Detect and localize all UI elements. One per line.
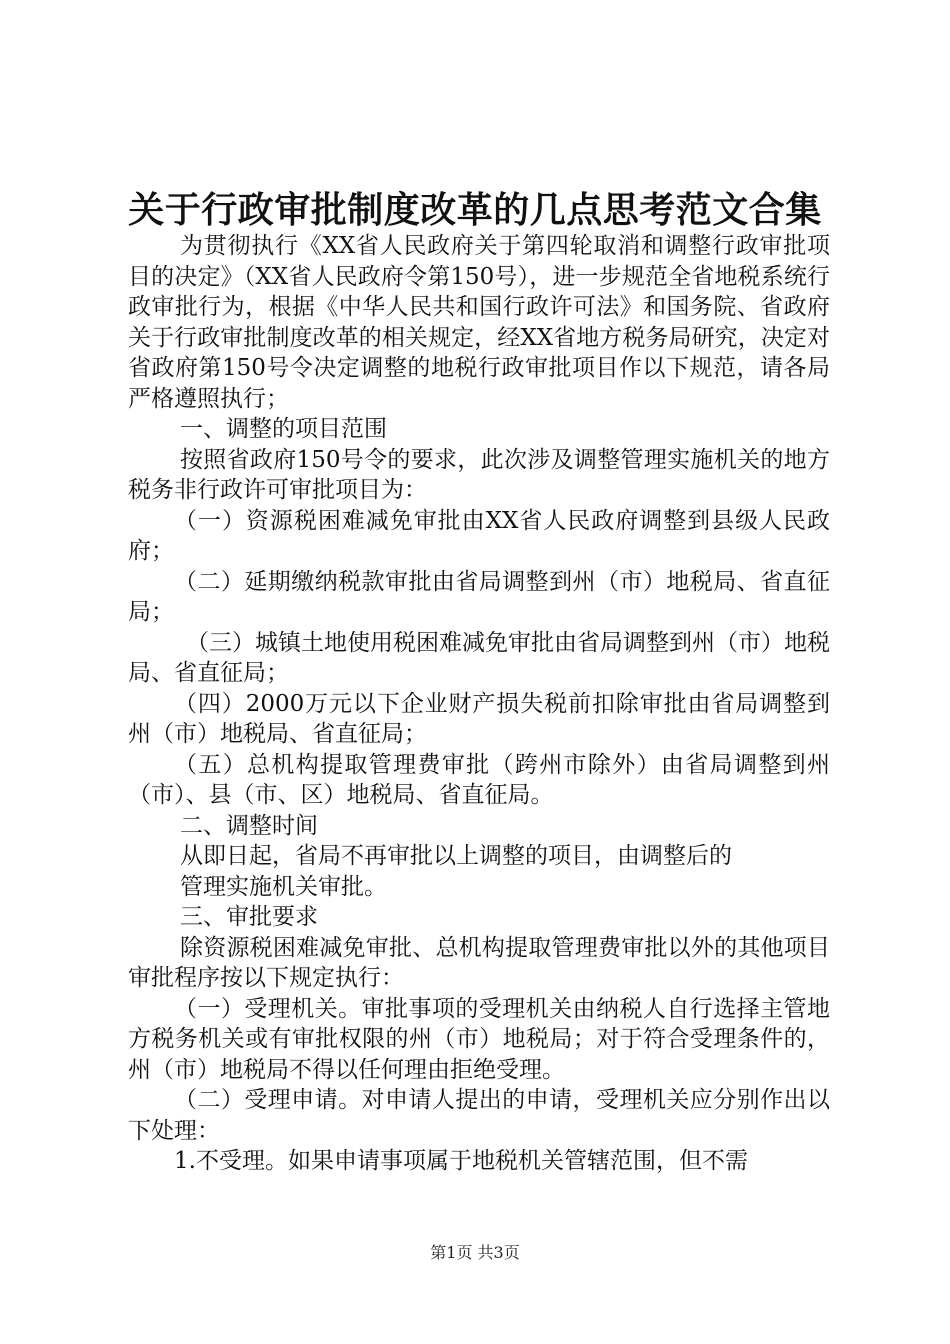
list-item: （四）2000万元以下企业财产损失税前扣除审批由省局调整到州（市）地税局、省直征局； bbox=[128, 690, 830, 747]
body-paragraph: 为贯彻执行《XX省人民政府关于第四轮取消和调整行政审批项目的决定》（XX省人民政府令第150号），进一步规范全省地税系统行政审批行为，根据《中华人民共和国行政许可法》和国务院、省政府关于行政审批制度改革的相关规定，经XX省地方税务局研究，决定对省政府第150号令决定调整的地税行政审批项目作以下规范，请各局严格遵照执行； bbox=[128, 233, 830, 412]
section-heading: 三、审批要求 bbox=[180, 904, 318, 930]
body-paragraph: 按照省政府150号令的要求，此次涉及调整管理实施机关的地方税务非行政许可审批项目为： bbox=[128, 446, 830, 503]
list-item: （二）延期缴纳税款审批由省局调整到州（市）地税局、省直征局； bbox=[128, 568, 830, 625]
page-footer: 第1页 共3页 bbox=[430, 1243, 520, 1262]
list-item: （一）资源税困难减免审批由XX省人民政府调整到县级人民政府； bbox=[128, 507, 830, 564]
body-paragraph: 除资源税困难减免审批、总机构提取管理费审批以外的其他项目审批程序按以下规定执行： bbox=[128, 934, 830, 991]
section-heading: 一、调整的项目范围 bbox=[180, 416, 387, 442]
list-item: （一）受理机关。审批事项的受理机关由纳税人自行选择主管地方税务机关或有审批权限的州（市）地税局；对于符合受理条件的，州（市）地税局不得以任何理由拒绝受理。 bbox=[128, 995, 830, 1083]
list-item: （三）城镇土地使用税困难减免审批由省局调整到州（市）地税局、省直征局； bbox=[128, 629, 830, 686]
list-item: （五）总机构提取管理费审批（跨州市除外）由省局调整到州（市）、县（市、区）地税局、省直征局。 bbox=[128, 751, 830, 808]
body-paragraph: 从即日起，省局不再审批以上调整的项目，由调整后的 bbox=[180, 843, 732, 869]
body-paragraph: 管理实施机关审批。 bbox=[180, 873, 387, 900]
list-item: （二）受理申请。对申请人提出的申请，受理机关应分别作出以下处理： bbox=[128, 1087, 830, 1144]
document-body bbox=[128, 231, 830, 1177]
section-heading: 二、调整时间 bbox=[180, 812, 318, 839]
document-title: 关于行政审批制度改革的几点思考范文合集 bbox=[128, 189, 822, 231]
list-item: 1.不受理。如果申请事项属于地税机关管辖范围，但不需 bbox=[174, 1148, 748, 1174]
